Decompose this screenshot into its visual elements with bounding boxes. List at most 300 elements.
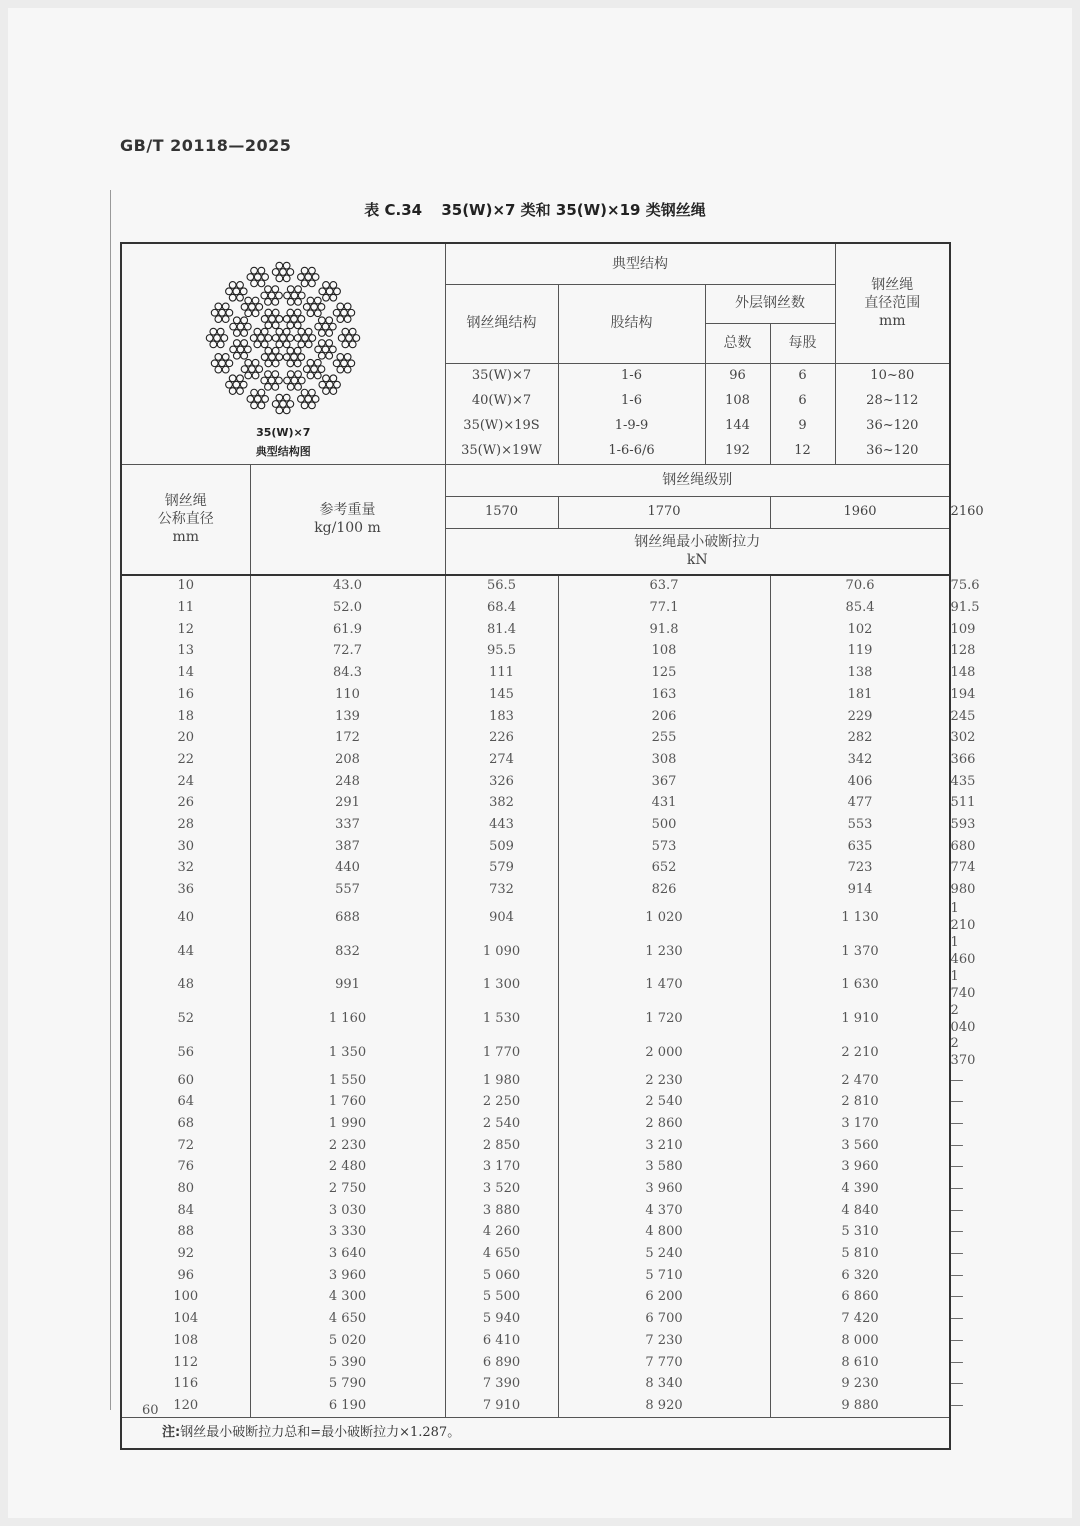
wire [215,367,222,374]
force-1960-cell: 4 390 [770,1179,950,1201]
wire [315,324,322,331]
wire [311,304,318,311]
wire [237,324,244,331]
wire [276,378,283,385]
wire [330,295,337,302]
table-row [121,793,950,815]
force-1770-cell: 500 [558,815,770,837]
table-row [121,858,950,880]
wire [241,382,248,389]
wire [256,304,263,311]
nominal-diameter-cell: 20 [121,728,250,750]
ref-weight-cell: 208 [250,750,445,772]
wire [291,354,298,361]
diameter-range-header [835,243,950,363]
wire [245,346,252,353]
wire [252,373,259,380]
ref-weight-cell: 557 [250,880,445,902]
wire [346,335,353,342]
outer-wires-header: 外层钢丝数 [705,284,835,323]
strand [261,286,282,305]
nominal-diameter-cell: 13 [121,641,250,663]
wire [295,322,302,329]
wire [330,324,337,331]
force-1770-cell: 255 [558,728,770,750]
force-1570-cell: 7 390 [445,1374,558,1396]
wire [298,316,305,323]
force-1960-cell: 102 [770,619,950,641]
ref-weight-cell: 1 550 [250,1070,445,1092]
wire [309,335,316,342]
wire [280,269,287,276]
wire [284,275,291,282]
strand [339,329,360,348]
nominal-diameter-cell: 30 [121,836,250,858]
table-row [121,969,950,1003]
strand [247,390,268,409]
nominal-diameter-cell: 60 [121,1070,250,1092]
strand [226,375,247,394]
strand [298,268,319,287]
table-row [121,750,950,772]
nominal-diameter-cell: 56 [121,1036,250,1070]
wire [237,375,244,382]
force-1770-cell: 826 [558,880,770,902]
wire [252,310,259,317]
nominal-diameter-cell: 11 [121,598,250,620]
wire [255,396,262,403]
wire [226,310,233,317]
force-1770-cell: 4 800 [558,1222,770,1244]
strand [315,317,336,336]
typical-range: 10~80 [835,363,950,389]
wire [345,354,352,361]
force-1960-cell: 2 470 [770,1070,950,1092]
wire [210,329,217,336]
force-1570-cell: 2 540 [445,1114,558,1136]
wire [284,329,291,336]
table-row [121,1374,950,1396]
force-1960-cell: 119 [770,641,950,663]
strand [334,303,355,322]
typical-total: 144 [705,414,770,439]
ref-weight-cell: 172 [250,728,445,750]
wire [251,402,258,409]
force-1570-cell: 4 260 [445,1222,558,1244]
outer-wires-total-header: 总数 [705,323,770,363]
wire [241,340,248,347]
ref-weight-cell: 291 [250,793,445,815]
strand [207,329,228,348]
wire [215,354,222,361]
nominal-diameter-cell: 16 [121,684,250,706]
wire [345,316,352,323]
wire [258,268,265,275]
wire [334,288,341,295]
diagram-caption-code: 35(W)×7 [256,426,311,440]
ref-weight-cell: 832 [250,935,445,969]
ref-weight-cell: 84.3 [250,663,445,685]
diameter-range-unit: mm [879,313,906,330]
wire [298,341,305,348]
ref-weight-cell: 248 [250,771,445,793]
wire [241,330,248,337]
wire [299,293,306,300]
wire [212,310,219,317]
wire [241,353,248,360]
wire [287,401,294,408]
wire [284,341,291,348]
force-1770-cell: 652 [558,858,770,880]
wire [262,354,269,361]
force-1570-cell: 1 770 [445,1036,558,1070]
table-row [121,619,950,641]
wire [252,298,259,305]
nominal-diameter-cell: 112 [121,1352,250,1374]
wire [218,341,225,348]
nominal-diameter-cell: 72 [121,1135,250,1157]
force-1770-cell: 4 370 [558,1200,770,1222]
wire [312,274,319,281]
wire [251,390,258,397]
wire [298,274,305,281]
nominal-diameter-cell: 64 [121,1092,250,1114]
typical-strand: 1-6 [558,363,705,389]
wire [306,329,313,336]
wire [342,341,349,348]
wire [298,354,305,361]
wire [298,396,305,403]
strand [284,348,305,367]
nominal-diameter-cell: 10 [121,575,250,598]
ref-weight-cell: 1 160 [250,1003,445,1037]
force-1570-cell: 5 500 [445,1287,558,1309]
force-1570-cell: 5 060 [445,1265,558,1287]
wire [318,304,325,311]
wire [287,348,294,355]
wire [301,402,308,409]
wire [276,275,283,282]
force-1570-cell: 68.4 [445,598,558,620]
nominal-diameter-cell: 32 [121,858,250,880]
wire [348,360,355,367]
nominal-diameter-cell: 18 [121,706,250,728]
force-1960-cell: 553 [770,815,950,837]
force-1960-cell: 7 420 [770,1309,950,1331]
table-row [121,1003,950,1037]
structure-diagram-cell [121,243,445,464]
nominal-diameter-line1: 钢丝绳 [164,492,207,509]
force-1960-cell: 3 560 [770,1135,950,1157]
strand [226,282,247,301]
wire [322,324,329,331]
wire [304,304,311,311]
wire [276,341,283,348]
wire [276,293,283,300]
wire [307,373,314,380]
wire [311,366,318,373]
wire [234,340,241,347]
wire [345,367,352,374]
wire [295,335,302,342]
typical-rope: 35(W)×19W [445,439,558,465]
ref-weight-cell: 110 [250,684,445,706]
wire [315,346,322,353]
force-1960-cell: 8 610 [770,1352,950,1374]
wire [276,329,283,336]
force-1570-cell: 274 [445,750,558,772]
force-1770-cell: 8 340 [558,1374,770,1396]
nominal-diameter-cell: 26 [121,793,250,815]
wire [245,360,252,367]
wire [306,341,313,348]
note-label: 注: [162,1424,181,1440]
wire [284,354,291,361]
nominal-diameter-header [121,464,250,575]
force-1570-cell: 4 650 [445,1244,558,1266]
wire [223,303,230,310]
wire [295,360,302,367]
typical-rope: 35(W)×19S [445,414,558,439]
nominal-diameter-cell: 40 [121,901,250,935]
wire [273,322,280,329]
force-1570-cell: 1 090 [445,935,558,969]
table-row [121,771,950,793]
force-1570-cell: 183 [445,706,558,728]
wire [288,384,295,391]
wire [295,348,302,355]
wire [262,329,269,336]
force-1960-cell: 2 810 [770,1092,950,1114]
wire [247,274,254,281]
force-1960-cell: 9 230 [770,1374,950,1396]
grade-1570: 1570 [445,496,558,528]
rope-structure-header: 钢丝绳结构 [445,284,558,363]
wire [265,371,272,378]
page-number: 60 [142,1403,159,1418]
wire [319,340,326,347]
ref-weight-cell: 4 300 [250,1287,445,1309]
nominal-diameter-cell: 24 [121,771,250,793]
wire [241,317,248,324]
wire [237,282,244,289]
force-1770-cell: 1 230 [558,935,770,969]
strand [273,263,294,282]
wire [284,407,291,414]
wire [233,382,240,389]
wire [256,366,263,373]
strand [241,298,262,317]
wire [327,382,334,389]
wire [326,330,333,337]
wire [219,310,226,317]
table-row [121,1200,950,1222]
typical-range: 28~112 [835,389,950,414]
ref-weight-cell: 61.9 [250,619,445,641]
wire [268,378,275,385]
force-1960-cell: 1 630 [770,969,950,1003]
wire [210,341,217,348]
wire [291,316,298,323]
wire [295,384,302,391]
force-1570-cell: 5 940 [445,1309,558,1331]
wire [254,341,261,348]
wire [334,382,341,389]
wire [251,280,258,287]
wire [230,324,237,331]
wire [307,310,314,317]
ref-weight-cell: 3 330 [250,1222,445,1244]
force-1570-cell: 2 250 [445,1092,558,1114]
force-1960-cell: 9 880 [770,1396,950,1418]
nominal-diameter-cell: 88 [121,1222,250,1244]
wire [265,360,272,367]
wire [301,268,308,275]
wire [261,378,268,385]
strand [334,354,355,373]
wire [350,329,357,336]
wire [245,324,252,331]
table-row [121,1114,950,1136]
wire [234,330,241,337]
wire [265,299,272,306]
wire [230,282,237,289]
wire [237,346,244,353]
ref-weight-cell: 337 [250,815,445,837]
force-1770-cell: 5 240 [558,1244,770,1266]
wire [262,274,269,281]
wire [269,316,276,323]
table-row [121,575,950,598]
typical-strand: 1-9-9 [558,414,705,439]
force-1960-cell: 477 [770,793,950,815]
wire [251,268,258,275]
force-1770-cell: 5 710 [558,1265,770,1287]
strand [212,303,233,322]
wire [288,286,295,293]
wire [258,390,265,397]
force-1570-cell: 732 [445,880,558,902]
force-1570-cell: 3 520 [445,1179,558,1201]
wire [273,310,280,317]
strand [319,282,340,301]
typical-structure-header: 典型结构 [445,243,835,284]
wire [273,335,280,342]
wire [245,310,252,317]
force-1770-cell: 3 580 [558,1157,770,1179]
min-breaking-force-label: 钢丝绳最小破断拉力 [634,534,761,551]
wire [307,360,314,367]
force-1960-cell: 914 [770,880,950,902]
wire [315,310,322,317]
wire [353,335,360,342]
wire [327,288,334,295]
nominal-diameter-cell: 120 [121,1396,250,1418]
grade-header: 钢丝绳级别 [445,464,950,496]
force-1960-cell: 3 170 [770,1114,950,1136]
table-row [121,880,950,902]
strand [284,310,305,329]
wire [341,360,348,367]
nominal-diameter-cell: 100 [121,1287,250,1309]
wire [337,303,344,310]
ref-weight-cell: 2 480 [250,1157,445,1179]
wire [334,310,341,317]
wire [276,263,283,270]
grade-1960: 1960 [770,496,950,528]
force-1570-cell: 904 [445,901,558,935]
wire [342,329,349,336]
strand-structure-header: 股结构 [558,284,705,363]
wire [241,288,248,295]
wire [330,388,337,395]
typical-total: 96 [705,363,770,389]
strand [230,340,251,359]
grade-1770: 1770 [558,496,770,528]
ref-weight-unit: kg/100 m [314,520,381,537]
wire [323,282,330,289]
wire [301,280,308,287]
standard-code: GB/T 20118—2025 [120,136,292,155]
wire [295,310,302,317]
wire [280,335,287,342]
strand [230,317,251,336]
force-1770-cell: 77.1 [558,598,770,620]
rope-cross-section-svg [195,250,371,426]
wire [249,304,256,311]
wire [337,367,344,374]
force-1570-cell: 81.4 [445,619,558,641]
diagram-caption-label: 典型结构图 [255,444,311,458]
table-row [121,1135,950,1157]
typical-per-strand: 6 [770,389,835,414]
wire [262,316,269,323]
wire [212,360,219,367]
wire [265,286,272,293]
force-1960-cell: 8 000 [770,1330,950,1352]
strand [304,298,325,317]
strand [241,360,262,379]
force-1960-cell: 4 840 [770,1200,950,1222]
force-1570-cell: 326 [445,771,558,793]
ref-weight-cell: 2 750 [250,1179,445,1201]
wire [262,341,269,348]
table-row [121,663,950,685]
wire [291,293,298,300]
wire [241,304,248,311]
strand [284,371,305,390]
force-1570-cell: 509 [445,836,558,858]
wire [245,298,252,305]
force-1960-cell: 1 130 [770,901,950,935]
table-row [121,1244,950,1266]
typical-strand: 1-6-6/6 [558,439,705,465]
force-1770-cell: 2 860 [558,1114,770,1136]
wire [272,286,279,293]
ref-weight-label: 参考重量 [319,502,376,519]
table-row [121,1070,950,1092]
force-1770-cell: 2 540 [558,1092,770,1114]
min-breaking-force-unit: kN [686,552,708,569]
typical-range: 36~120 [835,439,950,465]
force-1770-cell: 6 200 [558,1287,770,1309]
strand [212,354,233,373]
typical-per-strand: 6 [770,363,835,389]
table-note [121,1418,950,1450]
wire [284,293,291,300]
force-1770-cell: 108 [558,641,770,663]
force-1960-cell: 5 810 [770,1244,950,1266]
